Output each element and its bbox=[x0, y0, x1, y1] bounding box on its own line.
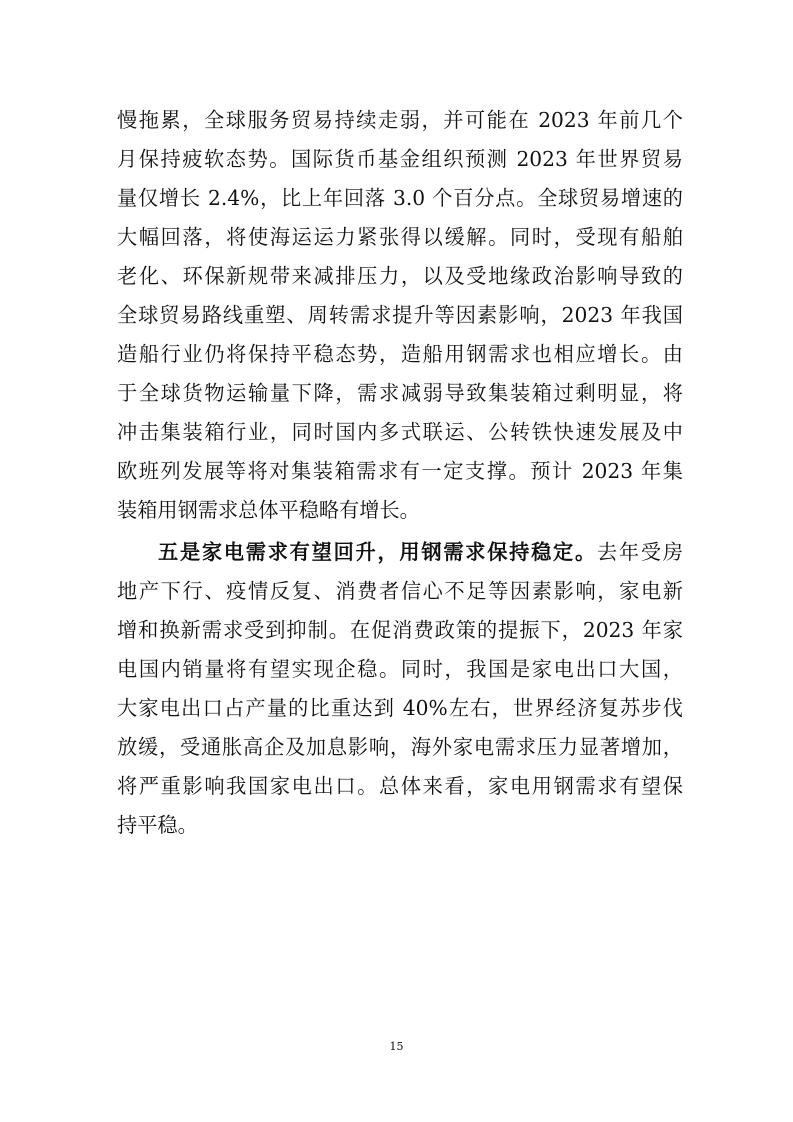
body-text-line: 欧班列发展等将对集装箱需求有一定支撑。预计 2023 年集 bbox=[117, 459, 683, 483]
body-text-line: 慢拖累，全球服务贸易持续走弱，并可能在 2023 年前几个 bbox=[117, 108, 683, 132]
body-text-line: 造船行业仍将保持平稳态势，造船用钢需求也相应增长。由 bbox=[117, 342, 683, 366]
section-lead-sentence: 五是家电需求有望回升，用钢需求保持稳定。 bbox=[158, 540, 597, 564]
body-text-line: 持平稳。 bbox=[117, 813, 198, 837]
body-text-line: 全球贸易路线重塑、周转需求提升等因素影响，2023 年我国 bbox=[117, 303, 683, 327]
body-text-span: 去年受房 bbox=[596, 540, 683, 564]
body-text-line: 放缓，受通胀高企及加息影响，海外家电需求压力显著增加， bbox=[117, 735, 683, 759]
body-text-line: 地产下行、疫情反复、消费者信心不足等因素影响，家电新 bbox=[117, 579, 683, 603]
body-text-line: 将严重影响我国家电出口。总体来看，家电用钢需求有望保 bbox=[117, 774, 683, 798]
body-text-line: 冲击集装箱行业，同时国内多式联运、公转铁快速发展及中 bbox=[117, 420, 683, 444]
body-text-line: 月保持疲软态势。国际货币基金组织预测 2023 年世界贸易 bbox=[117, 147, 683, 171]
body-text-line: 大幅回落，将使海运运力紧张得以缓解。同时，受现有船舶 bbox=[117, 225, 683, 249]
body-text-line: 于全球货物运输量下降，需求减弱导致集装箱过剩明显，将 bbox=[117, 381, 683, 405]
body-text-line: 老化、环保新规带来减排压力，以及受地缘政治影响导致的 bbox=[117, 264, 683, 288]
page-number: 15 bbox=[389, 1040, 404, 1053]
paragraph-first-line bbox=[158, 534, 683, 571]
body-text-line: 增和换新需求受到抑制。在促消费政策的提振下，2023 年家 bbox=[117, 618, 683, 642]
body-text-line: 装箱用钢需求总体平稳略有增长。 bbox=[117, 498, 420, 522]
body-text-line: 大家电出口占产量的比重达到 40%左右，世界经济复苏步伐 bbox=[117, 696, 683, 720]
body-text-line: 量仅增长 2.4%，比上年回落 3.0 个百分点。全球贸易增速的 bbox=[117, 186, 683, 210]
body-text-line: 电国内销量将有望实现企稳。同时，我国是家电出口大国， bbox=[117, 657, 683, 681]
